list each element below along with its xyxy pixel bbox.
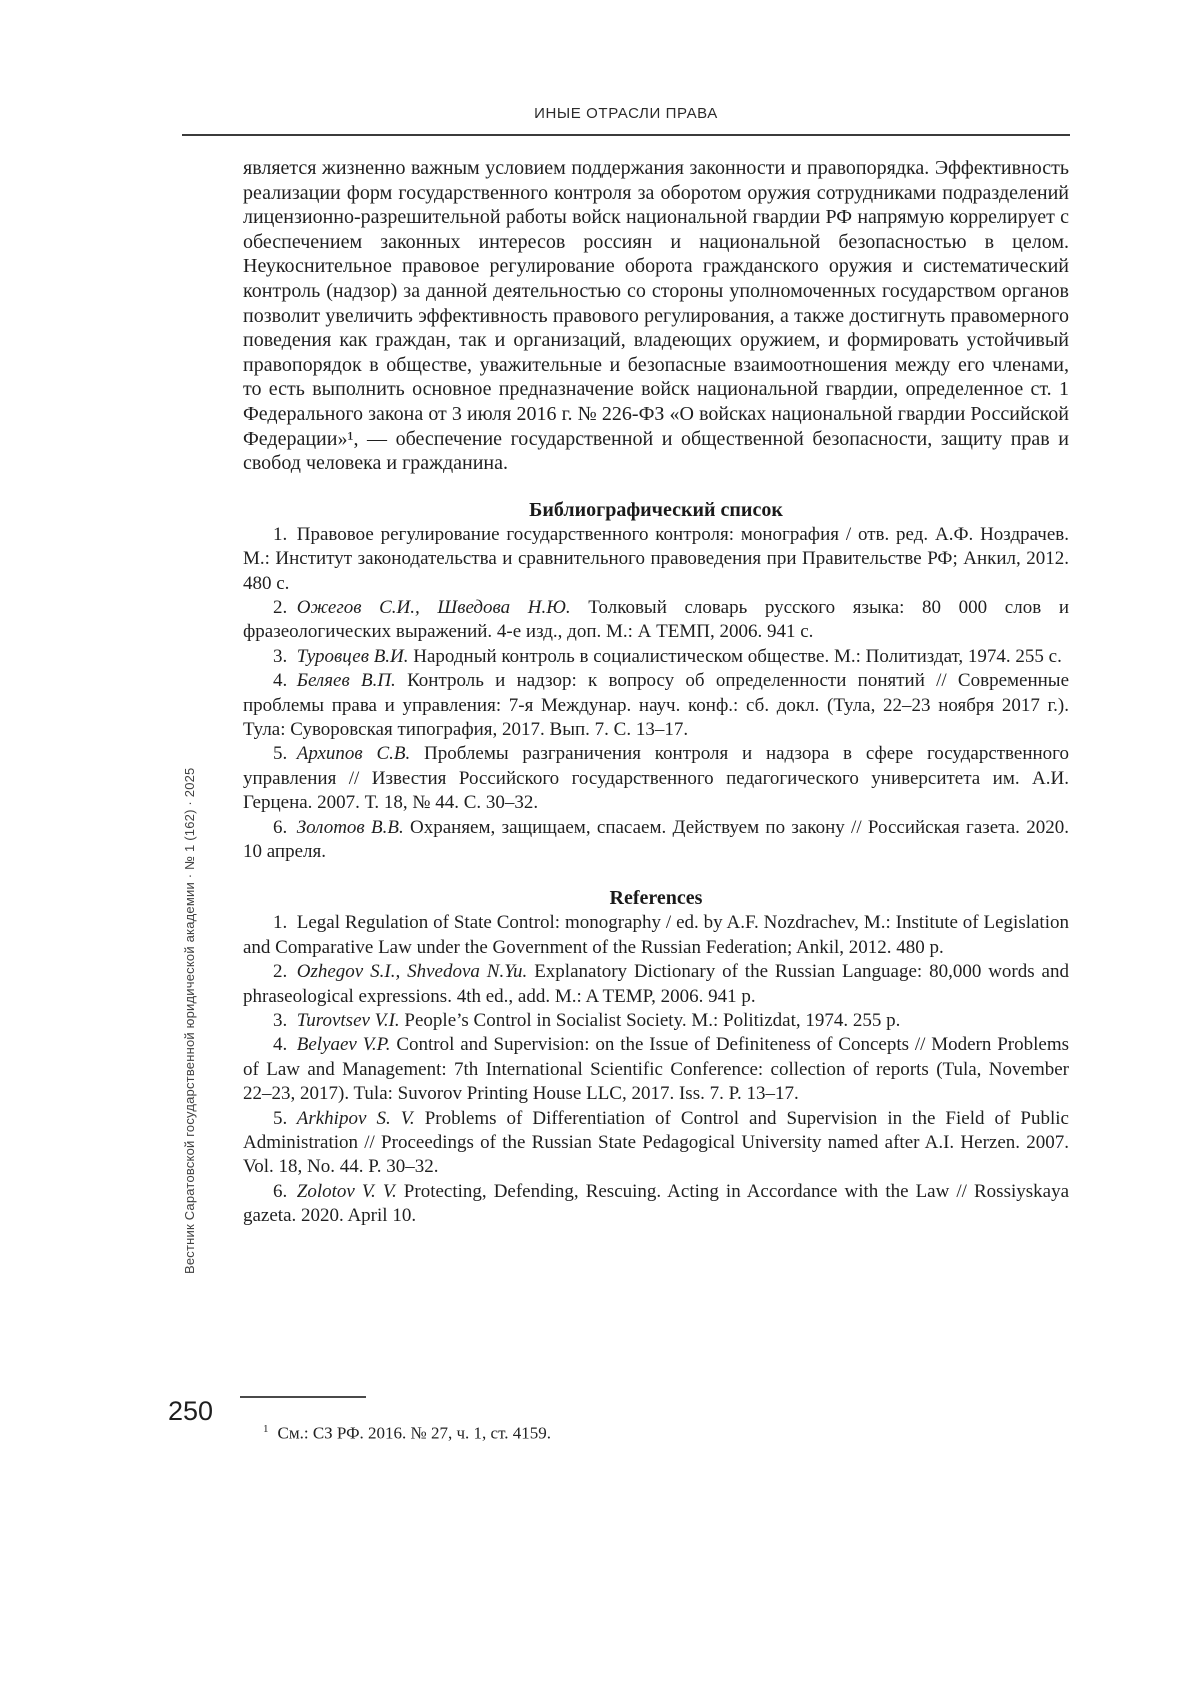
reference-item: 5. Arkhipov S. V. Problems of Differentiation of Control and Supervision in the Field of Public Administration // Proceedings of the Russian State Pedagogical University named after A.I. Herzen. 2007. Vol. 18, No. 44. P. 30–32. xyxy=(243,1107,1069,1178)
footnote-marker: 1 xyxy=(263,1423,269,1435)
reference-authors: Ozhegov S.I., Shvedova N.Yu. xyxy=(296,961,535,983)
references-list xyxy=(243,911,1069,1228)
bibliography-heading: Библиографический список xyxy=(529,498,783,521)
reference-item: 6. Золотов В.В. Охраняем, защищаем, спасаем. Действуем по закону // Российская газета. 2020. 10 апреля. xyxy=(243,816,1069,862)
reference-number: 2. xyxy=(273,596,297,618)
reference-number: 3. xyxy=(273,1010,297,1032)
reference-number: 2. xyxy=(273,961,297,983)
reference-authors: Золотов В.В. xyxy=(296,816,410,838)
reference-number: 5. xyxy=(273,743,297,765)
reference-number: 1. xyxy=(273,912,297,934)
reference-authors: Туровцев В.И. xyxy=(296,645,414,667)
reference-number: 1. xyxy=(273,523,297,545)
reference-authors: Belyaev V.P. xyxy=(296,1034,397,1056)
reference-number: 4. xyxy=(273,1034,297,1056)
reference-number: 5. xyxy=(273,1107,297,1129)
running-head: ИНЫЕ ОТРАСЛИ ПРАВА xyxy=(534,105,718,122)
header-rule xyxy=(182,134,1070,136)
reference-authors: Zolotov V. V. xyxy=(296,1180,404,1202)
page-content xyxy=(243,156,1069,1229)
reference-item: 2. Ozhegov S.I., Shvedova N.Yu. Explanatory Dictionary of the Russian Language: 80,000 words and phraseological expressions. 4th ed., add. M.: A TEMP, 2006. 941 p. xyxy=(243,961,1069,1007)
reference-authors: Архипов С.В. xyxy=(296,743,425,765)
reference-number: 3. xyxy=(273,645,297,667)
reference-number: 6. xyxy=(273,1180,297,1202)
reference-item: 3. Turovtsev V.I. People’s Control in Socialist Society. M.: Politizdat, 1974. 255 p. xyxy=(273,1010,901,1032)
footnote-text: См.: СЗ РФ. 2016. № 27, ч. 1, ст. 4159. xyxy=(277,1423,551,1443)
footnote xyxy=(243,1418,1069,1445)
reference-item: 2. Ожегов С.И., Шведова Н.Ю. Толковый словарь русского языка: 80 000 слов и фразеологических выражений. 4-е изд., доп. М.: А ТЕМП, 2006. 941 с. xyxy=(243,596,1069,643)
reference-authors: Arkhipov S. V. xyxy=(296,1107,425,1129)
reference-authors: Turovtsev V.I. xyxy=(296,1010,405,1032)
page-number: 250 xyxy=(168,1396,214,1426)
reference-item: 4. Беляев В.П. Контроль и надзор: к вопросу об определенности понятий // Современные проблемы права и управления: 7-я Междунар. науч. конф.: сб. докл. (Тула, 22–23 ноября 2017 г.). Тула: Суворовская типография, 2017. Вып. 7. С. 13–17. xyxy=(243,670,1069,740)
reference-number: 4. xyxy=(273,670,297,692)
reference-item: 6. Zolotov V. V. Protecting, Defending, Rescuing. Acting in Accordance with the Law // Rossiyskaya gazeta. 2020. April 10. xyxy=(243,1180,1070,1227)
bibliography-list xyxy=(243,523,1069,865)
reference-item: 4. Belyaev V.P. Control and Supervision: on the Issue of Definiteness of Concepts // Modern Problems of Law and Management: 7th International Scientific Conference: collection of reports (Tula, November 22–23, 2017). Tula: Suvorov Printing House LLC, 2017. Iss. 7. P. 13–17. xyxy=(243,1034,1070,1105)
reference-item: 5. Архипов С.В. Проблемы разграничения контроля и надзора в сфере государственного управления // Известия Российского государственного педагогического университета им. А.И. Герцена. 2007. Т. 18, № 44. С. 30–32. xyxy=(243,743,1070,814)
body-paragraph: является жизненно важным условием поддержания законности и правопорядка. Эффективность реализации форм государственного контроля за оборотом оружия сотрудниками подразделений лицензионно-разрешительной работы войск национальной гвардии РФ напрямую коррелирует с обеспечением законных интересов россиян и национальной безопасностью в целом. Неукоснительное правовое регулирование оборота гражданского оружия и систематический контроль (надзор) за данной деятельностью со стороны уполномоченных государством органов позволит увеличить эффективность правового регулирования, а также достигнуть правомерного поведения как граждан, так и организаций, владеющих оружием, и формировать устойчивый правопорядок в обществе, уважительные и безопасные взаимоотношения между его членами, то есть выполнить основное предназначение войск национальной гвардии, определенное ст. 1 Федерального закона от 3 июля 2016 г. № 226-ФЗ «О войсках национальной гвардии Российской Федерации»¹, — обеспечение государственной и общественной безопасности, защиту прав и свобод человека и гражданина. xyxy=(243,157,1069,475)
references-heading: References xyxy=(609,887,703,910)
reference-item: 3. Туровцев В.И. Народный контроль в социалистическом обществе. М.: Политиздат, 1974. 255 с. xyxy=(273,645,1062,667)
journal-sidebar-text: Вестник Саратовской государственной юридической академии · № 1 (162) · 2025 xyxy=(182,767,197,1274)
reference-item: 1. Legal Regulation of State Control: monography / ed. by A.F. Nozdrachev, M.: Institute of Legislation and Comparative Law under the Government of the Russian Federation; Ankil, 2012. 480 p. xyxy=(243,912,1069,958)
reference-number: 6. xyxy=(273,816,297,838)
reference-authors: Ожегов С.И., Шведова Н.Ю. xyxy=(296,596,589,618)
reference-item: 1. Правовое регулирование государственного контроля: монография / отв. ред. А.Ф. Ноздрачев. М.: Институт законодательства и сравнительного правоведения при Правительстве РФ; Анкил, 2012. 480 с. xyxy=(243,523,1069,594)
footnote-rule xyxy=(240,1396,366,1398)
reference-authors: Беляев В.П. xyxy=(296,670,408,692)
